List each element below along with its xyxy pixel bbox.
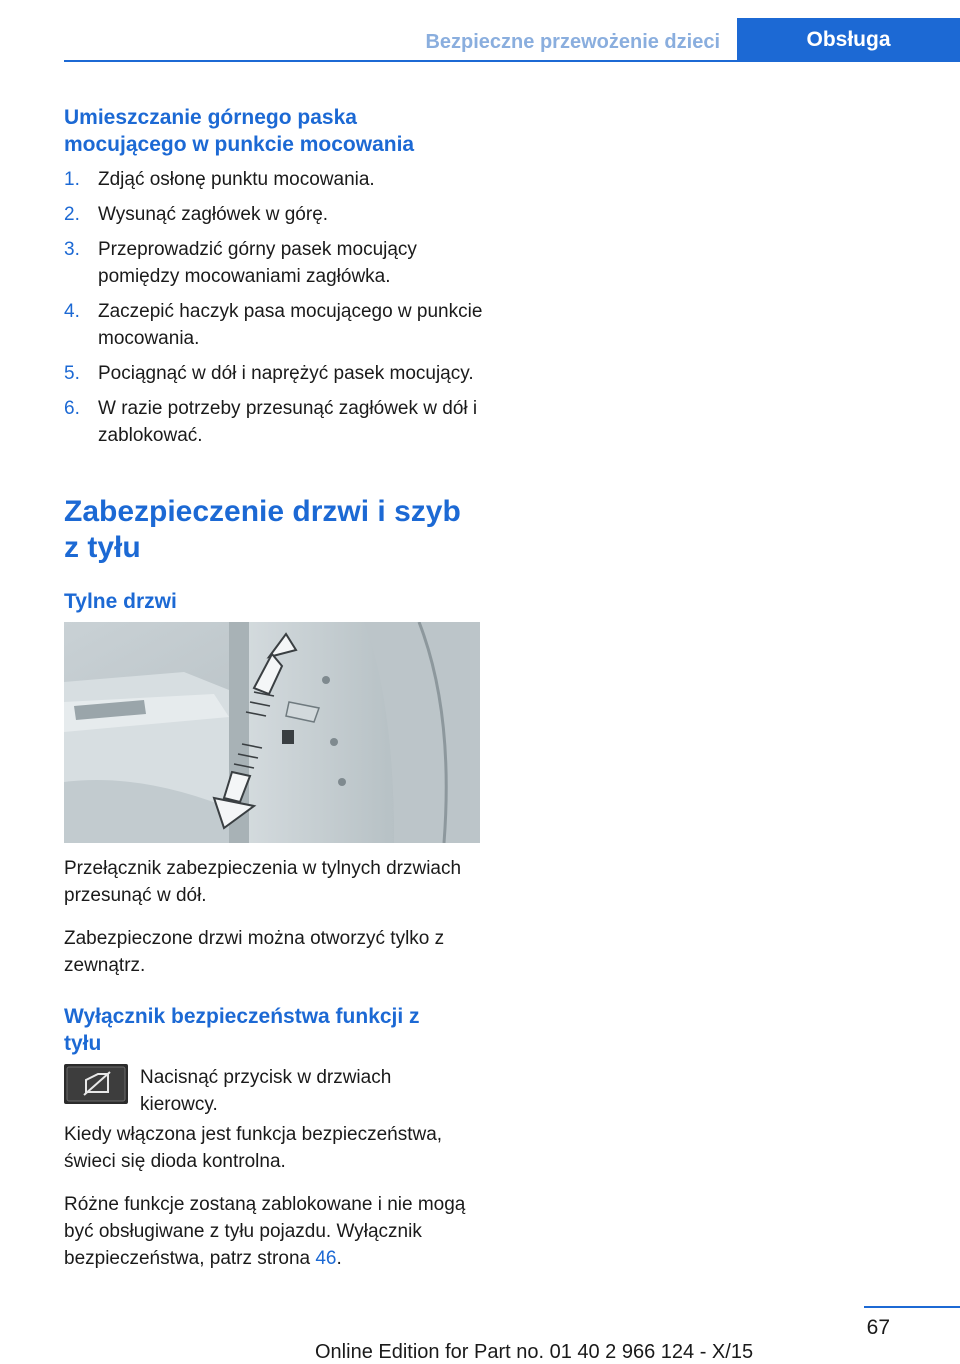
rear-doors-heading: Tylne drzwi xyxy=(64,590,177,613)
step-text: Zaczepić haczyk pasa mocującego w punkcie mocowania. xyxy=(98,301,483,349)
step-text: Wysunąć zagłówek w górę. xyxy=(98,204,329,225)
rear-doors-paragraph-1: Przełącznik zabezpieczenia w tylnych drzwiach przesunąć w dół. xyxy=(64,858,462,906)
step-number: 4. xyxy=(64,301,80,322)
door-lock-illustration xyxy=(64,622,480,843)
edition-note: Online Edition for Part no. 01 40 2 966 124 - X/15 xyxy=(315,1341,754,1363)
list-item xyxy=(64,395,494,449)
step-number: 5. xyxy=(64,363,80,384)
rear-doors-text xyxy=(64,855,484,1057)
step-text: Pociągnąć w dół i naprężyć pasek mocujący. xyxy=(98,363,474,384)
safety-switch-paragraph-2-end: . xyxy=(336,1248,342,1269)
safety-switch-icon-text: Nacisnąć przycisk w drzwiach kierowcy. xyxy=(140,1067,392,1115)
list-item xyxy=(64,236,494,290)
window-lock-button-icon xyxy=(64,1064,128,1104)
step-text: W razie potrzeby przesunąć zagłówek w dół i zablokować. xyxy=(98,398,478,446)
step-number: 1. xyxy=(64,169,80,190)
safety-switch-instruction xyxy=(140,1064,460,1118)
step-text: Zdjąć osłonę punktu mocowania. xyxy=(98,169,375,190)
step-text: Przeprowadzić górny pasek mocujący pomiędzy mocowaniami zagłówka. xyxy=(98,239,417,287)
step-number: 2. xyxy=(64,204,80,225)
header-rule xyxy=(64,60,960,62)
safety-switch-paragraph-1: Kiedy włączona jest funkcja bezpieczeństwa, świeci się dioda kontrolna. xyxy=(64,1124,443,1172)
safety-switch-paragraph-2 xyxy=(64,1191,494,1272)
tether-heading: Umieszczanie górnego paska mocującego w punkcie mocowania xyxy=(64,106,415,156)
safety-switch-heading: Wyłącznik bezpieczeństwa funkcji z tyłu xyxy=(64,1005,420,1055)
childlock-heading: Zabezpieczenie drzwi i szyb z tyłu xyxy=(64,495,461,564)
safety-switch-text xyxy=(64,1121,494,1272)
window-lock-icon xyxy=(64,1064,128,1104)
header-chapter-tab[interactable]: Obsługa xyxy=(737,18,960,62)
step-number: 6. xyxy=(64,398,80,419)
list-item xyxy=(64,360,494,387)
rear-door-figure xyxy=(64,622,480,843)
tether-section xyxy=(64,104,494,457)
header-section-title: Bezpieczne przewożenie dzieci xyxy=(425,31,720,53)
page-number: 67 xyxy=(866,1316,890,1339)
step-number: 3. xyxy=(64,239,80,260)
list-item xyxy=(64,201,494,228)
page-reference-link[interactable]: 46 xyxy=(315,1248,337,1269)
safety-switch-paragraph-2-text: Różne funkcje zostaną zablokowane i nie mogą być obsługiwane z tyłu pojazdu. Wyłącznik bezpieczeństwa, patrz strona xyxy=(64,1194,466,1269)
footer-rule xyxy=(864,1306,960,1308)
tether-steps-list xyxy=(64,166,494,449)
childlock-section xyxy=(64,494,474,615)
list-item xyxy=(64,166,494,193)
list-item xyxy=(64,298,494,352)
rear-doors-paragraph-2: Zabezpieczone drzwi można otworzyć tylko z zewnątrz. xyxy=(64,928,445,976)
